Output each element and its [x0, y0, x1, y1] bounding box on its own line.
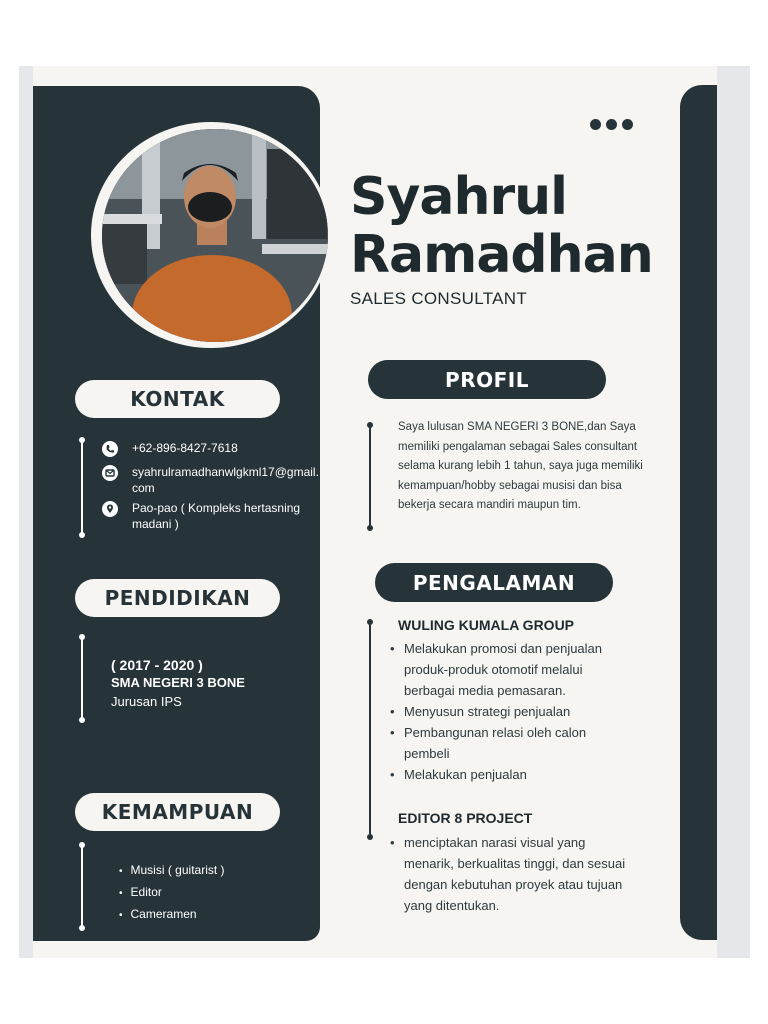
experience-task: • Pembangunan relasi oleh calon pembeli	[390, 722, 635, 764]
experience-task: • Melakukan penjualan	[390, 764, 635, 785]
education-school: SMA NEGERI 3 BONE	[111, 675, 245, 690]
email-icon	[102, 465, 118, 481]
more-dots-icon	[590, 119, 633, 130]
skills-divider	[81, 845, 83, 928]
phone-icon	[102, 441, 118, 457]
skills-list	[119, 860, 225, 926]
candidate-name	[350, 168, 653, 284]
profile-summary: Saya lulusan SMA NEGERI 3 BONE,dan Saya memiliki pengalaman sebagai Sales consultant selama kurang lebih 1 tahun, saya juga memiliki kemampuan/hobby sebagai musisi dan bisa bekerja secara mandiri maupun tim.	[398, 421, 643, 511]
phone-number: +62-896-8427-7618	[132, 441, 238, 455]
name-last: Ramadhan	[350, 225, 653, 285]
education-major: Jurusan IPS	[111, 694, 182, 709]
skill-item: • Editor	[119, 882, 225, 904]
experience-task: • Melakukan promosi dan penjualan produk-produk otomotif melalui berbagai media pemasaran.	[390, 638, 635, 701]
education-entry	[111, 656, 245, 711]
education-divider	[81, 637, 83, 720]
skill-item: • Cameramen	[119, 904, 225, 926]
contact-email	[102, 464, 322, 496]
education-years: ( 2017 - 2020 )	[111, 657, 203, 673]
section-education-heading: PENDIDIKAN	[75, 579, 280, 617]
section-experience-heading: PENGALAMAN	[375, 563, 613, 602]
contact-phone	[102, 440, 322, 457]
section-profile-heading: PROFIL	[368, 360, 606, 399]
experience-company: EDITOR 8 PROJECT	[398, 810, 533, 826]
experience-task: • menciptakan narasi visual yang menarik, berkualitas tinggi, dan sesuai dengan kebutuhan proyek atau tujuan yang ditentukan.	[390, 832, 635, 916]
location-pin-icon	[102, 501, 118, 517]
experience-company: WULING KUMALA GROUP	[398, 617, 575, 633]
skill-item: • Musisi ( guitarist )	[119, 860, 225, 882]
experience-divider	[369, 622, 371, 837]
profile-photo	[102, 129, 328, 342]
profile-divider	[369, 425, 371, 528]
section-contact-heading: KONTAK	[75, 380, 280, 418]
right-accent-bar	[680, 85, 717, 940]
experience-task-list	[390, 832, 635, 916]
section-skills-heading: KEMAMPUAN	[75, 793, 280, 831]
experience-task: • Menyusun strategi penjualan	[390, 701, 635, 722]
name-first: Syahrul	[350, 167, 567, 227]
job-role: SALES CONSULTANT	[350, 289, 528, 308]
email-address: syahrulramadhanwlgkml17@gmail.com	[132, 465, 319, 495]
experience-task-list	[390, 638, 635, 785]
address-text: Pao-pao ( Kompleks hertasning madani )	[132, 501, 301, 531]
contact-divider	[81, 440, 83, 535]
contact-address	[102, 500, 322, 532]
